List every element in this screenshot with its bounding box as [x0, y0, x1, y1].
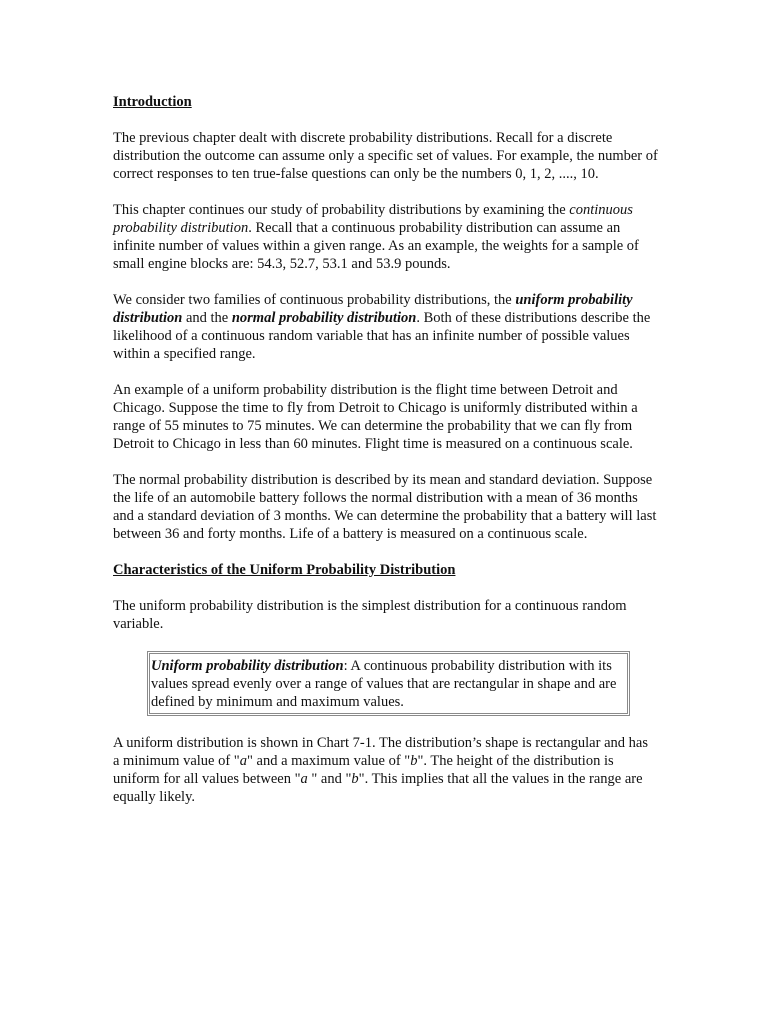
text-run: We consider two families of continuous probability distributions, the: [113, 292, 516, 308]
text-run: . Recall that a continuous probability distribution can assume an infinite number of values within a given range. As an example, the weights for a sample of small engine blocks are: 54.3, 52.7, 53.1 and 53.9 pounds.: [113, 220, 639, 272]
definition-term: Uniform probability distribution: [151, 658, 344, 674]
term-normal-distribution: normal probability distribution: [231, 310, 417, 326]
text-run: This chapter continues our study of probability distributions by examining the: [113, 202, 570, 218]
text-run: . Both of these distributions describe the likelihood of a continuous random variable that has an infinite number of possible values within a specified range.: [113, 310, 651, 362]
text-run: " and ": [307, 771, 352, 787]
intro-paragraph-families: [113, 291, 658, 363]
definition-box: [147, 651, 630, 716]
variable-a: a: [300, 771, 308, 787]
uniform-paragraph-chart: [113, 734, 658, 806]
definition-text: [151, 657, 625, 711]
intro-paragraph-normal-example: The normal probability distribution is described by its mean and standard deviation. Suppose the life of an automobile battery follows the normal distribution with a mean of 36 months and a standard deviation of 3 months. We can determine the probability that a battery will last between 36 and forty months. Life of a battery is measured on a continuous scale.: [113, 472, 657, 542]
variable-b: b: [410, 753, 418, 769]
definition-body: : A continuous probability distribution with its values spread evenly over a range of values that are rectangular in shape and are defined by minimum and maximum values.: [151, 658, 617, 710]
variable-b: b: [351, 771, 359, 787]
intro-paragraph-uniform-example: An example of a uniform probability distribution is the flight time between Detroit and Chicago. Suppose the time to fly from Detroit to Chicago is uniformly distributed within a range of 55 minutes to 75 minutes. We can determine the probability that we can fly from Detroit to Chicago in less than 60 minutes. Flight time is measured on a continuous scale.: [113, 382, 638, 452]
document-body: [113, 93, 658, 806]
term-continuous-distribution: continuous probability distribution: [113, 202, 633, 236]
intro-paragraph-discrete: The previous chapter dealt with discrete probability distributions. Recall for a discrete distribution the outcome can assume only a specific set of values. For example, the number of correct responses to ten true-false questions can only be the numbers 0, 1, 2, ...., 10.: [113, 130, 658, 182]
uniform-paragraph-intro: The uniform probability distribution is the simplest distribution for a continuous random variable.: [113, 598, 627, 632]
text-run: " and a maximum value of ": [246, 753, 411, 769]
term-uniform-distribution: uniform probability distribution: [113, 292, 633, 326]
intro-paragraph-continuous: [113, 201, 658, 273]
text-run: ". The height of the distribution is uniform for all values between ": [113, 753, 614, 787]
text-run: A uniform distribution is shown in Chart 7-1. The distribution’s shape is rectangular and has a minimum value of ": [113, 735, 648, 769]
variable-a: a: [239, 753, 247, 769]
text-run: and the: [182, 310, 232, 326]
uniform-characteristics-heading: Characteristics of the Uniform Probability Distribution: [113, 562, 456, 578]
introduction-heading: Introduction: [113, 94, 192, 110]
text-run: ". This implies that all the values in the range are equally likely.: [113, 771, 643, 805]
